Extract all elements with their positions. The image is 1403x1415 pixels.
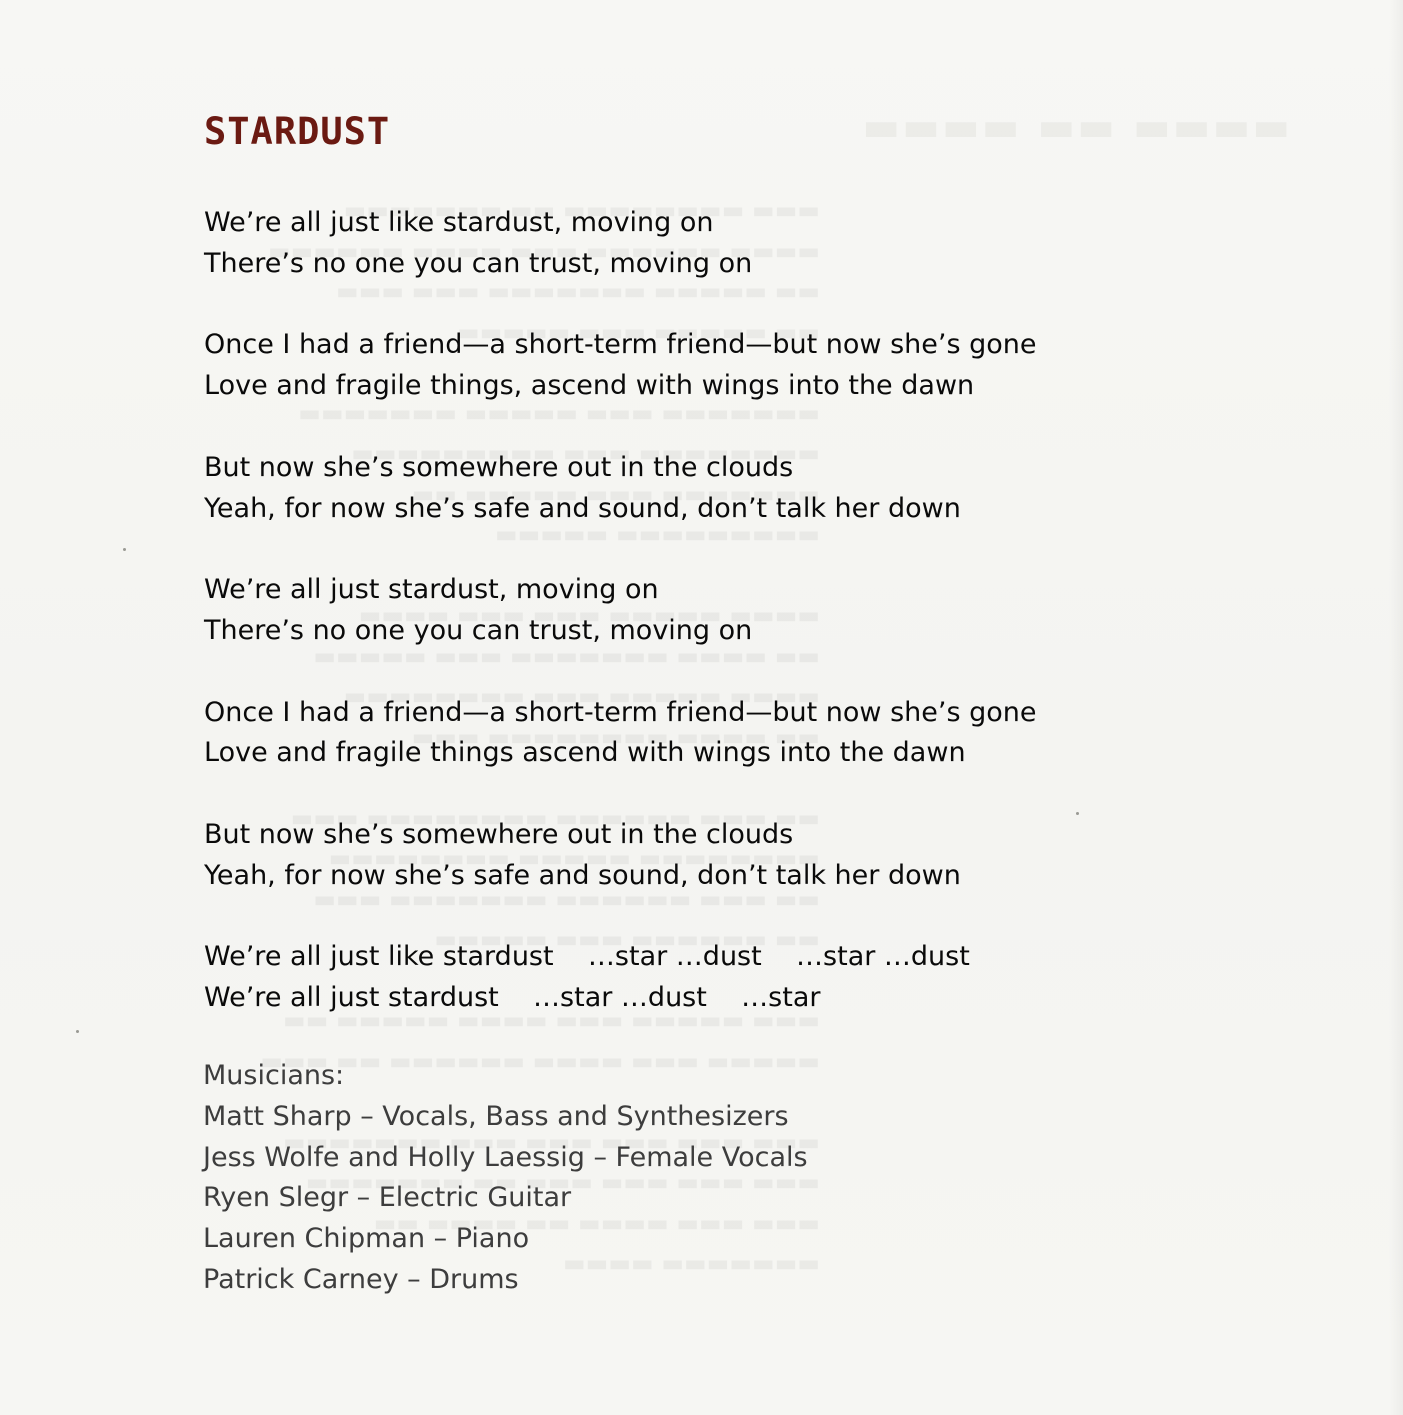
lyrics-block <box>204 203 1036 1019</box>
lyric-line: Love and fragile things ascend with wings into the dawn <box>204 737 966 769</box>
song-title: STARDUST <box>204 110 391 153</box>
page-edge-shadow <box>1389 0 1403 1415</box>
stanza-break <box>204 529 1036 570</box>
stanza-break <box>204 652 1036 693</box>
lyric-line: But now she’s somewhere out in the clouds <box>204 818 794 850</box>
paper-speck <box>76 1030 79 1033</box>
musician-credit: Matt Sharp – Vocals, Bass and Synthesizers <box>203 1100 789 1132</box>
lyric-line: Yeah, for now she’s safe and sound, don’t talk her down <box>204 859 961 891</box>
lyric-line: We’re all just stardust …star …dust …star <box>204 982 821 1014</box>
lyric-line: Yeah, for now she’s safe and sound, don’t talk her down <box>204 492 961 524</box>
lyric-line: There’s no one you can trust, moving on <box>204 247 753 279</box>
paper-speck <box>1076 812 1079 815</box>
musician-credit: Lauren Chipman – Piano <box>203 1223 530 1255</box>
stanza-break <box>204 285 1036 326</box>
lyric-line: We’re all just stardust, moving on <box>204 574 659 606</box>
stanza-break <box>204 407 1036 448</box>
paper-speck <box>123 548 126 551</box>
stanza-break <box>204 897 1036 938</box>
bleed-through-title <box>860 104 1290 150</box>
musician-credit: Patrick Carney – Drums <box>203 1263 519 1295</box>
lyric-line: Love and fragile things, ascend with wings into the dawn <box>204 370 975 402</box>
lyric-line: Once I had a friend—a short-term friend—but now she’s gone <box>204 696 1037 728</box>
lyric-line: There’s no one you can trust, moving on <box>204 614 753 646</box>
musicians-heading: Musicians: <box>203 1060 345 1091</box>
lyric-line: Once I had a friend—a short-term friend—but now she’s gone <box>204 329 1037 361</box>
musician-credit: Ryen Slegr – Electric Guitar <box>203 1182 572 1214</box>
lyric-line: We’re all just like stardust, moving on <box>204 207 714 238</box>
lyric-line: But now she’s somewhere out in the clouds <box>204 451 794 483</box>
stanza-break <box>204 774 1036 815</box>
musicians-credits <box>203 1056 808 1301</box>
musician-credit: Jess Wolfe and Holly Laessig – Female Vocals <box>203 1141 808 1173</box>
lyric-line: We’re all just like stardust …star …dust …star …dust <box>204 941 970 973</box>
